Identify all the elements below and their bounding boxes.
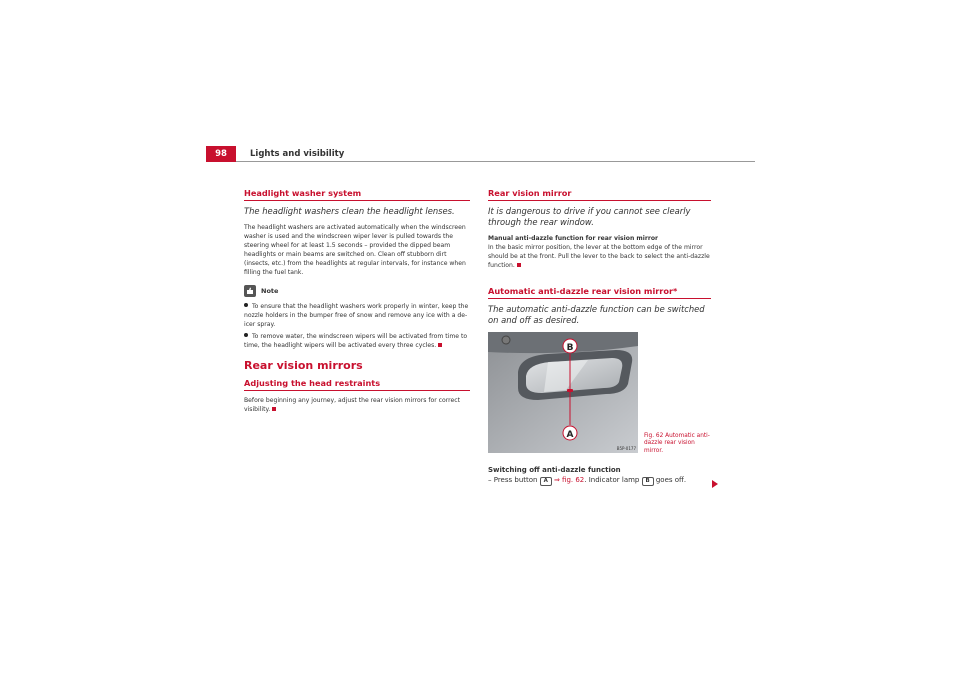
- left-column: [244, 188, 470, 414]
- figure-reference-link[interactable]: ⇒ fig. 62: [553, 476, 585, 485]
- mirror-intro: It is dangerous to drive if you cannot see clearly through the rear window.: [488, 206, 691, 227]
- manual-subhead: Manual anti-dazzle function for rear vision mirror: [488, 235, 659, 242]
- button-a-key-icon: A: [540, 477, 552, 486]
- bullet-icon: [244, 333, 248, 337]
- section-title-headlight-washer: Headlight washer system: [244, 188, 470, 201]
- running-header-title: Lights and visibility: [250, 149, 345, 159]
- washer-body: The headlight washers are activated automatically when the windscreen washer is used and the windscreen wiper lever is pulled towards the steering wheel for at least 1.5 seconds – provided the dipped beam headlights or main beams are switched on. Clean off stubborn dirt (insects, etc.) from the headlights at regular intervals, for instance when filling the fuel tank.: [244, 224, 466, 277]
- section-title-auto-mirror: Automatic anti-dazzle rear vision mirror*: [488, 286, 711, 299]
- callout-label-a: A: [566, 430, 574, 441]
- note-icon: [244, 285, 256, 297]
- section-title-rear-mirror: Rear vision mirror: [488, 188, 711, 201]
- continue-arrow-icon: [712, 480, 718, 488]
- indicator-b-key-icon: B: [642, 477, 654, 486]
- bullet-icon: [244, 303, 248, 307]
- right-column: [488, 188, 711, 486]
- section-end-icon: [438, 343, 442, 347]
- washer-intro: The headlight washers clean the headlight lenses.: [244, 206, 455, 216]
- switch-off-subhead: Switching off anti-dazzle function: [488, 466, 621, 475]
- note-item: To ensure that the headlight washers work properly in winter, keep the nozzle holders in the bumper free of snow and remove any ice with a de-icer spray.: [244, 302, 469, 328]
- figure-code: B5P-0177: [616, 446, 636, 452]
- mirror-photo: [488, 332, 638, 453]
- section-title-head-restraints: Adjusting the head restraints: [244, 378, 470, 391]
- note-label: Note: [261, 286, 279, 295]
- instruction-step: – Press button A ⇒ fig. 62. Indicator lamp B goes off.: [488, 476, 687, 485]
- note-block: [244, 285, 470, 297]
- restraints-body: Before beginning any journey, adjust the rear vision mirrors for correct visibility.: [244, 396, 461, 413]
- note-item: To remove water, the windscreen wipers will be activated from time to time, the headlight wipers will be activated every three cycles.: [244, 332, 468, 349]
- manual-body: In the basic mirror position, the lever at the bottom edge of the mirror should be at the front. Pull the lever to the back to select the anti-dazzle function.: [488, 244, 710, 270]
- auto-intro: The automatic anti-dazzle function can be switched on and off as desired.: [488, 304, 705, 326]
- page-number: 98: [206, 146, 236, 162]
- section-end-icon: [272, 407, 276, 411]
- note-list: [244, 302, 470, 350]
- figure-62: [488, 332, 711, 453]
- figure-caption: Fig. 62 Automatic anti- dazzle rear vision mirror.: [644, 433, 710, 454]
- page-header: [206, 146, 755, 162]
- chapter-title: Rear vision mirrors: [244, 358, 363, 372]
- callout-label-b: B: [566, 343, 574, 354]
- header-rule: [236, 161, 755, 162]
- section-end-icon: [517, 263, 521, 267]
